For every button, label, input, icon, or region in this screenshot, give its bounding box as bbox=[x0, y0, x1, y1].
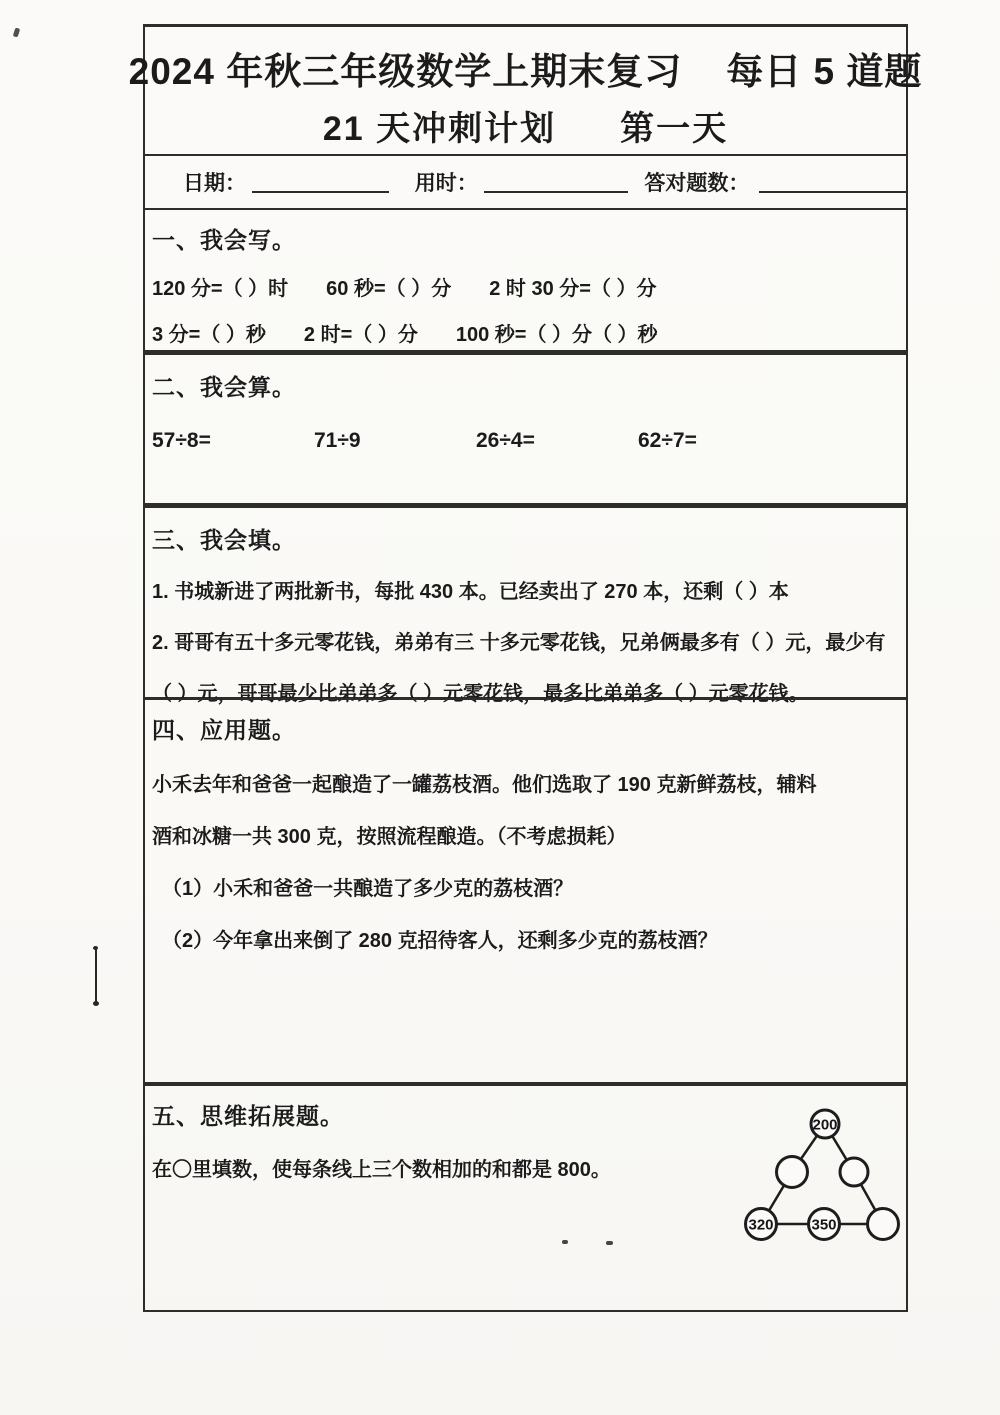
section-4-box bbox=[143, 698, 908, 1086]
scan-speck bbox=[13, 27, 21, 37]
triangle-number-puzzle bbox=[733, 1094, 905, 1266]
puzzle-value-bottom-left: 320 bbox=[748, 1216, 774, 1234]
division-problem: 62÷7= bbox=[638, 429, 697, 452]
fill-blank-item-1: 1. 书城新进了两批新书，每批 430 本。已经卖出了 270 本，还剩（ ）本 bbox=[152, 581, 789, 603]
section-1-row1 bbox=[152, 272, 900, 301]
time-blank-line bbox=[484, 191, 629, 193]
word-problem-intro-line1: 小禾去年和爸爸一起酿造了一罐荔枝酒。他们选取了 190 克新鲜荔枝，辅料 bbox=[152, 774, 817, 796]
puzzle-circle-mid-right bbox=[840, 1158, 868, 1186]
section-5-box bbox=[143, 1084, 908, 1312]
conversion-problem: 60 秒=（ ）分 bbox=[326, 278, 452, 300]
puzzle-instruction: 在〇里填数，使每条线上三个数相加的和都是 800。 bbox=[152, 1159, 611, 1181]
score-blank-line bbox=[759, 191, 906, 193]
word-problem-intro-line2: 酒和冰糖一共 300 克，按照流程酿造。（不考虑损耗） bbox=[152, 826, 627, 848]
puzzle-value-bottom-mid: 350 bbox=[811, 1216, 837, 1234]
conversion-problem: 2 时=（ ）分 bbox=[303, 324, 418, 346]
conversion-problem: 3 分=（ ）秒 bbox=[152, 324, 266, 346]
section-1-box bbox=[143, 208, 908, 355]
fill-blank-item-2-line1: 2. 哥哥有五十多元零花钱，弟弟有三 十多元零花钱，兄弟俩最多有（ ）元，最少有 bbox=[152, 632, 886, 654]
scan-artifact-line bbox=[95, 948, 97, 1004]
section-2-problems bbox=[152, 429, 900, 453]
conversion-problem: 2 时 30 分=（ ）分 bbox=[489, 278, 657, 300]
puzzle-value-top: 200 bbox=[812, 1116, 838, 1134]
puzzle-circle-mid-left bbox=[777, 1157, 808, 1188]
meta-row bbox=[143, 154, 908, 210]
section-3-heading: 三、我会填。 bbox=[152, 527, 296, 553]
title-plan: 21 天冲刺计划 bbox=[322, 109, 557, 148]
section-1-row2 bbox=[152, 318, 900, 347]
word-problem-question-1: （1）小禾和爸爸一共酿造了多少克的荔枝酒？ bbox=[162, 878, 574, 900]
date-label: 日期： bbox=[183, 172, 246, 195]
conversion-problem: 100 秒=（ ）分（ ）秒 bbox=[455, 324, 658, 346]
title-day: 第一天 bbox=[620, 109, 729, 148]
division-problem: 57÷8= bbox=[152, 429, 211, 452]
section-3-box bbox=[143, 506, 908, 705]
section-4-heading: 四、应用题。 bbox=[152, 717, 296, 743]
title-main: 2024 年秋三年级数学上期末复习 bbox=[128, 51, 683, 92]
worksheet-title-line2 bbox=[145, 97, 906, 153]
puzzle-circle-bottom-right bbox=[868, 1209, 899, 1240]
conversion-problem: 120 分=（ ）时 bbox=[152, 278, 289, 300]
time-label: 用时： bbox=[414, 172, 478, 195]
section-2-heading: 二、我会算。 bbox=[152, 374, 296, 400]
title-daily-count: 每日 5 道题 bbox=[726, 51, 923, 92]
section-5-heading: 五、思维拓展题。 bbox=[152, 1103, 344, 1129]
date-blank-line bbox=[252, 191, 389, 193]
division-problem: 26÷4= bbox=[476, 429, 535, 452]
score-label: 答对题数： bbox=[644, 172, 750, 195]
word-problem-question-2: （2）今年拿出来倒了 280 克招待客人，还剩多少克的荔枝酒？ bbox=[162, 930, 718, 952]
section-2-box bbox=[143, 353, 908, 508]
division-problem: 71÷9 bbox=[314, 429, 361, 452]
fill-blank-item-2-line2: （ ）元，哥哥最少比弟弟多（ ）元零花钱，最多比弟弟多（ ）元零花钱。 bbox=[152, 683, 809, 705]
title-box bbox=[128, 24, 923, 156]
section-1-heading: 一、我会写。 bbox=[152, 227, 296, 253]
worksheet-title-line1 bbox=[128, 41, 923, 95]
